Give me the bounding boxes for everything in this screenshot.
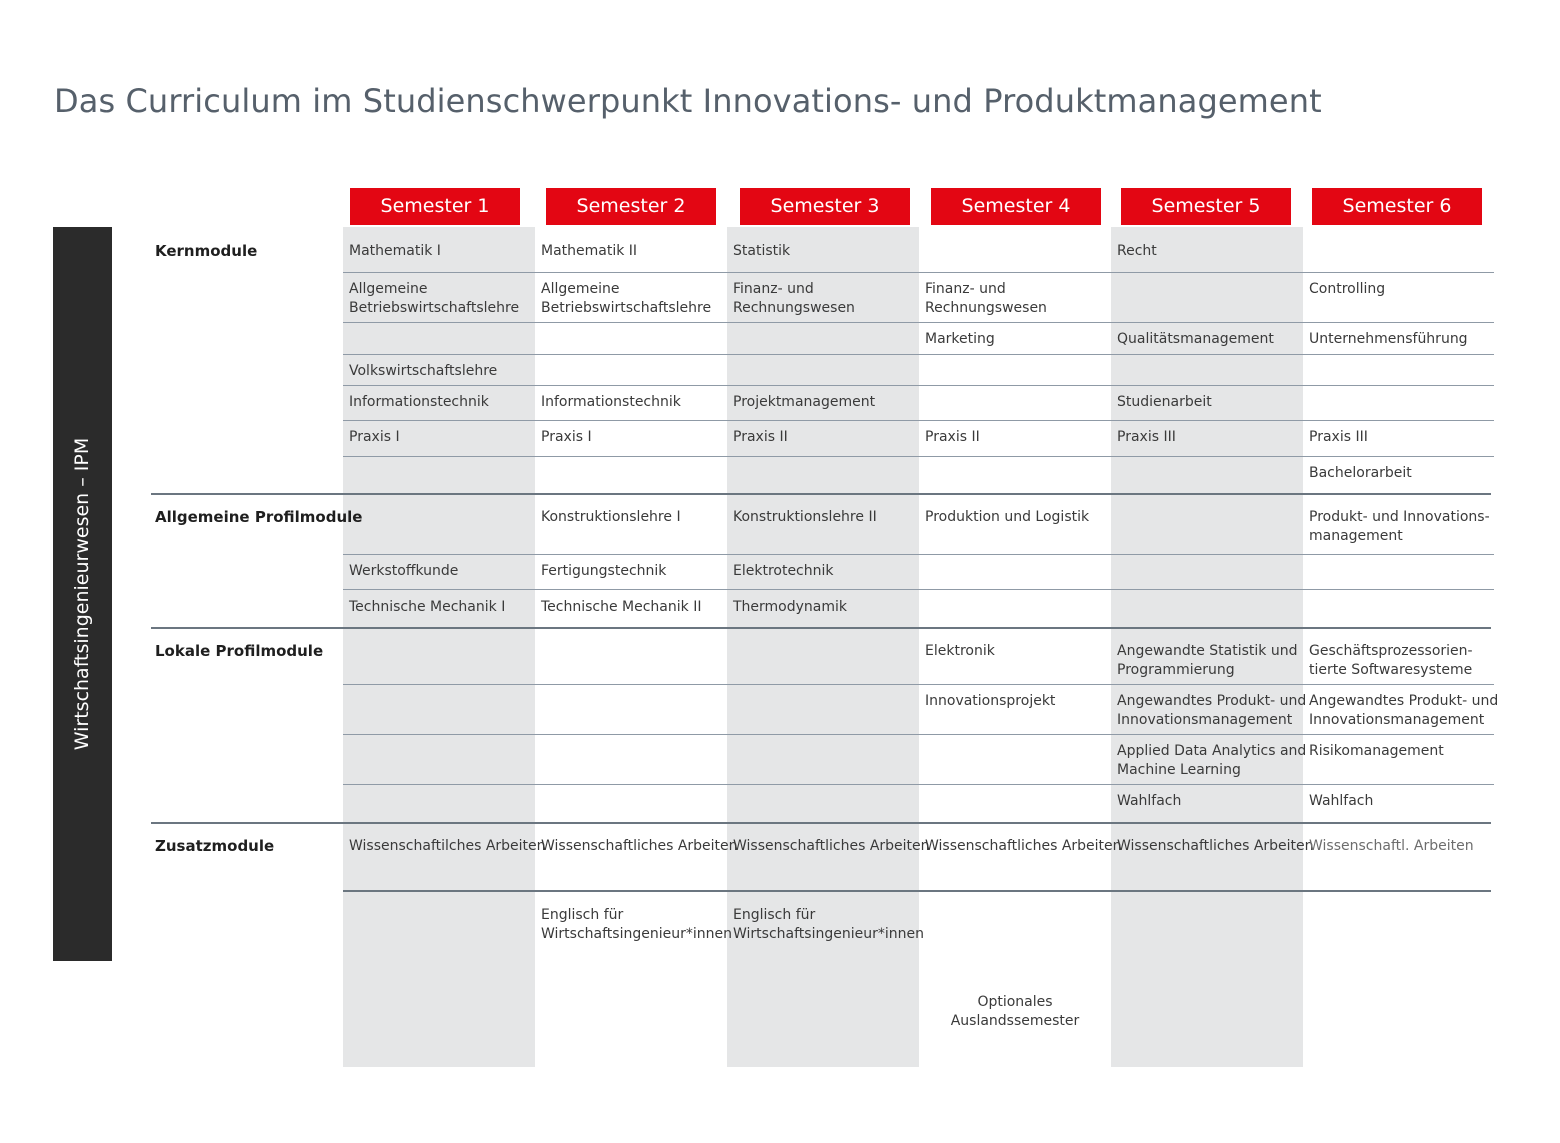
semester-2-header: Semester 2 bbox=[546, 188, 716, 225]
module-cell: Volkswirtschaftslehre bbox=[349, 363, 498, 379]
module-cell: Statistik bbox=[733, 243, 791, 259]
module-cell: Praxis III bbox=[1309, 429, 1368, 445]
group-divider bbox=[343, 890, 1491, 892]
module-cell: Informationstechnik bbox=[349, 394, 489, 410]
module-cell: Risikomanagement bbox=[1309, 743, 1444, 759]
module-cell: Praxis III bbox=[1117, 429, 1176, 445]
row-divider bbox=[343, 385, 1494, 386]
module-cell: Mathematik I bbox=[349, 243, 441, 259]
module-cell: Wissenschaftliches Arbeiten bbox=[541, 838, 738, 854]
module-cell: Wissenschaftliches Arbeiten bbox=[1117, 838, 1314, 854]
row-divider bbox=[343, 734, 1494, 735]
semester-4-header: Semester 4 bbox=[931, 188, 1101, 225]
module-cell: Wahlfach bbox=[1117, 793, 1182, 809]
row-divider bbox=[343, 684, 1494, 685]
module-cell: Englisch für Wirtschaftsingenieur*innen bbox=[733, 907, 924, 942]
module-cell: Projektmanagement bbox=[733, 394, 876, 410]
semester-1-header: Semester 1 bbox=[350, 188, 520, 225]
module-cell: Informationstechnik bbox=[541, 394, 681, 410]
module-cell: Wahlfach bbox=[1309, 793, 1374, 809]
row-divider bbox=[343, 456, 1494, 457]
category-allgemeine-profilmodule: Allgemeine Profilmodule bbox=[155, 508, 363, 526]
module-cell: Allgemeine Betriebswirtschaftslehre bbox=[349, 281, 520, 316]
module-cell: Recht bbox=[1117, 243, 1157, 259]
group-divider bbox=[151, 493, 1491, 495]
module-cell: Wissenschaftl. Arbeiten bbox=[1309, 838, 1474, 854]
category-zusatzmodule: Zusatzmodule bbox=[155, 837, 275, 855]
module-cell: Mathematik II bbox=[541, 243, 638, 259]
row-divider bbox=[343, 784, 1494, 785]
row-divider bbox=[343, 354, 1494, 355]
row-divider bbox=[343, 322, 1494, 323]
module-cell: Allgemeine Betriebswirtschaftslehre bbox=[541, 281, 712, 316]
module-cell: Praxis I bbox=[349, 429, 400, 445]
module-cell: Bachelorarbeit bbox=[1309, 465, 1412, 481]
row-divider bbox=[343, 272, 1494, 273]
module-cell: Controlling bbox=[1309, 281, 1386, 297]
module-cell: Angewandtes Produkt- und Innovationsmanagement bbox=[1309, 693, 1499, 728]
module-cell: Wissenschaftliches Arbeiten bbox=[733, 838, 930, 854]
page-title: Das Curriculum im Studienschwerpunkt Innovations- und Produktmanagement bbox=[54, 82, 1322, 120]
row-divider bbox=[343, 420, 1494, 421]
program-label: Wirtschaftsingenieurwesen – IPM bbox=[71, 437, 93, 751]
module-cell: Angewandtes Produkt- und Innovationsmanagement bbox=[1117, 693, 1307, 728]
module-cell: Finanz- und Rechnungswesen bbox=[925, 281, 1047, 316]
semester-5-header: Semester 5 bbox=[1121, 188, 1291, 225]
program-sidebar bbox=[53, 227, 112, 961]
module-cell: Fertigungstechnik bbox=[541, 563, 667, 579]
module-cell: Technische Mechanik II bbox=[541, 599, 702, 615]
module-cell: Applied Data Analytics and Machine Learning bbox=[1117, 743, 1307, 778]
module-cell: Finanz- und Rechnungswesen bbox=[733, 281, 855, 316]
module-cell: Unternehmensführung bbox=[1309, 331, 1468, 347]
module-cell: Werkstoffkunde bbox=[349, 563, 459, 579]
module-cell: Praxis II bbox=[733, 429, 788, 445]
module-cell: Praxis II bbox=[925, 429, 980, 445]
module-cell: Konstruktionslehre I bbox=[541, 509, 681, 525]
module-cell: Elektronik bbox=[925, 643, 995, 659]
module-cell: Produktion und Logistik bbox=[925, 509, 1090, 525]
semester-6-header: Semester 6 bbox=[1312, 188, 1482, 225]
group-divider bbox=[151, 627, 1491, 629]
category-lokale-profilmodule: Lokale Profilmodule bbox=[155, 642, 324, 660]
module-cell: Marketing bbox=[925, 331, 995, 347]
module-cell: Studienarbeit bbox=[1117, 394, 1212, 410]
category-kernmodule: Kernmodule bbox=[155, 242, 258, 260]
module-cell: Konstruktionslehre II bbox=[733, 509, 877, 525]
module-cell: Innovationsprojekt bbox=[925, 693, 1056, 709]
module-cell: Thermodynamik bbox=[733, 599, 848, 615]
semester-1-column-bg bbox=[343, 227, 535, 1067]
module-cell: Qualitätsmanagement bbox=[1117, 331, 1274, 347]
module-cell: Angewandte Statistik und Programmierung bbox=[1117, 643, 1298, 678]
module-cell: Englisch für Wirtschaftsingenieur*innen bbox=[541, 907, 732, 942]
module-cell: Wissenschaftliches Arbeiten bbox=[925, 838, 1122, 854]
auslandssemester-note: Optionales Auslandssemester bbox=[950, 994, 1080, 1029]
module-cell: Geschäftsprozessorien- tierte Softwaresysteme bbox=[1309, 643, 1473, 678]
group-divider bbox=[151, 822, 1491, 824]
module-cell: Elektrotechnik bbox=[733, 563, 834, 579]
module-cell: Produkt- und Innovations- management bbox=[1309, 509, 1490, 544]
semester-3-header: Semester 3 bbox=[740, 188, 910, 225]
row-divider bbox=[343, 554, 1494, 555]
row-divider bbox=[343, 589, 1494, 590]
module-cell: Technische Mechanik I bbox=[349, 599, 506, 615]
module-cell: Praxis I bbox=[541, 429, 592, 445]
module-cell: Wissenschaftilches Arbeiten bbox=[349, 838, 546, 854]
